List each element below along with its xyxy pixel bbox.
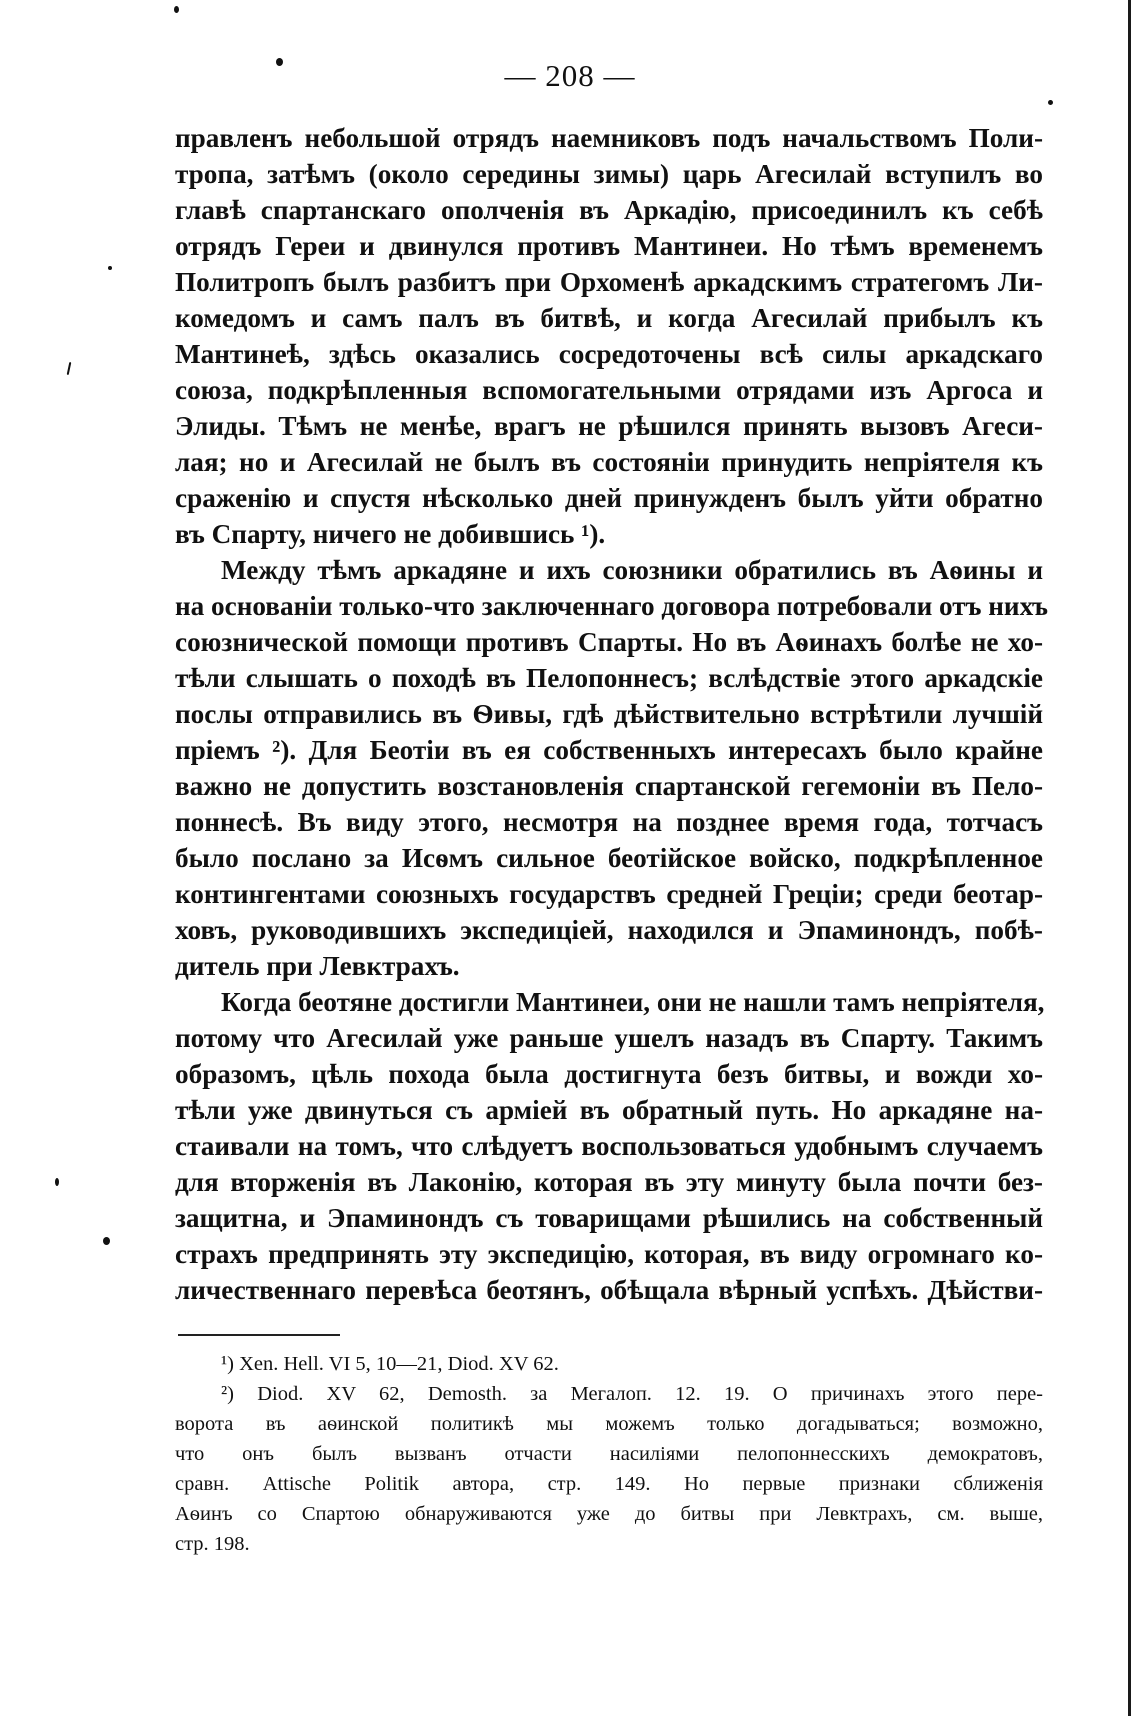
scan-speck xyxy=(67,362,72,375)
text-line: главѣ спартанскаго ополченія въ Аркадію, присоединилъ къ себѣ xyxy=(175,195,1043,225)
footnote-line: стр. 198. xyxy=(175,1533,250,1555)
text-line: сраженію и спустя нѣсколько дней принужденъ былъ уйти обратно xyxy=(175,483,1043,513)
text-line: Когда беотяне достигли Мантинеи, они не нашли тамъ непріятеля, xyxy=(221,987,1045,1017)
text-line: въ Спарту, ничего не добившись ¹). xyxy=(175,519,606,549)
text-line: поннесѣ. Въ виду этого, несмотря на позднее время года, тотчасъ xyxy=(175,807,1043,837)
text-line: потому что Агесилай уже раньше ушелъ назадъ въ Спарту. Такимъ xyxy=(175,1023,1043,1053)
text-line: личественнаго перевѣса беотянъ, обѣщала вѣрный успѣхъ. Дѣйстви- xyxy=(175,1275,1043,1305)
text-line: пріемъ ²). Для Беотіи въ ея собственныхъ интересахъ было крайне xyxy=(175,735,1043,765)
footnote-separator xyxy=(178,1334,340,1336)
text-line: страхъ предпринять эту экспедицію, которая, въ виду огромнаго ко- xyxy=(175,1239,1043,1269)
text-line: для вторженія въ Лаконію, которая въ эту минуту была почти без- xyxy=(175,1167,1043,1197)
footnote-line: Аѳинъ со Спартою обнаруживаются уже до битвы при Левктрахъ, см. выше, xyxy=(175,1503,1043,1525)
text-line: тропа, затѣмъ (около середины зимы) царь Агесилай вступилъ во xyxy=(175,159,1043,189)
footnote-line: ворота въ аѳинской политикѣ мы можемъ только догадываться; возможно, xyxy=(175,1413,1043,1435)
scan-speck xyxy=(1048,100,1053,105)
text-line: на основаніи только-что заключеннаго договора потребовали отъ нихъ xyxy=(175,591,1049,621)
text-line: союза, подкрѣпленныя вспомогательными отрядами изъ Аргоса и xyxy=(175,375,1043,405)
text-line: лая; но и Агесилай не былъ въ состояніи принудить непріятеля къ xyxy=(175,447,1043,477)
scan-speck xyxy=(108,266,112,270)
text-line: образомъ, цѣль похода была достигнута безъ битвы, и вожди хо- xyxy=(175,1059,1043,1089)
text-line: ховъ, руководившихъ экспедиціей, находился и Эпаминондъ, побѣ- xyxy=(175,915,1043,945)
text-line: отрядъ Гереи и двинулся противъ Мантинеи. Но тѣмъ временемъ xyxy=(175,231,1043,261)
paragraph xyxy=(175,984,1043,1308)
text-line: дитель при Левктрахъ. xyxy=(175,951,460,981)
text-line: правленъ небольшой отрядъ наемниковъ подъ начальствомъ Поли- xyxy=(175,123,1043,153)
footnotes xyxy=(175,1349,1043,1559)
text-line: стаивали на томъ, что слѣдуетъ воспользоваться удобнымъ случаемъ xyxy=(175,1131,1043,1161)
footnote-line: что онъ былъ вызванъ отчасти насиліями пелопоннесскихъ демократовъ, xyxy=(175,1443,1043,1465)
text-line: послы отправились въ Ѳивы, гдѣ дѣйствительно встрѣтили лучшій xyxy=(175,699,1043,729)
paragraph xyxy=(175,552,1049,984)
text-line: комедомъ и самъ палъ въ битвѣ, и когда Агесилай прибылъ къ xyxy=(175,303,1043,333)
text-line: контингентами союзныхъ государствъ средней Греціи; среди беотар- xyxy=(175,879,1043,909)
text-line: Мантинеѣ, здѣсь оказались сосредоточены всѣ силы аркадскаго xyxy=(175,339,1043,369)
text-line: важно не допустить возстановленія спартанской гегемоніи въ Пело- xyxy=(175,771,1043,801)
text-line: союзнической помощи противъ Спарты. Но въ Аѳинахъ болѣе не хо- xyxy=(175,627,1043,657)
text-line: Элиды. Тѣмъ не менѣе, врагъ не рѣшился принять вызовъ Агеси- xyxy=(175,411,1043,441)
text-line: Политропъ былъ разбитъ при Орхоменѣ аркадскимъ стратегомъ Ли- xyxy=(175,267,1043,297)
text-line: тѣли слышать о походѣ въ Пелопоннесъ; вслѣдствіе этого аркадскіе xyxy=(175,663,1043,693)
scan-speck xyxy=(174,6,179,13)
page-number: — 208 — xyxy=(504,58,636,93)
paragraph xyxy=(175,120,1043,552)
footnote-line: ²) Diod. XV 62, Demosth. за Мегалоп. 12. 19. О причинахъ этого пере- xyxy=(221,1383,1043,1405)
footnote-line: сравн. Attische Politik автора, стр. 149. Но первые признаки сближенія xyxy=(175,1473,1043,1495)
main-text xyxy=(175,120,1049,1308)
page-edge-rule xyxy=(1128,0,1131,1716)
footnote-line: ¹) Xen. Hell. VI 5, 10—21, Diod. XV 62. xyxy=(221,1353,559,1375)
text-line: Между тѣмъ аркадяне и ихъ союзники обратились въ Аѳины и xyxy=(221,555,1043,585)
text-line: было послано за Исѳмъ сильное беотійское войско, подкрѣпленное xyxy=(175,843,1043,873)
scan-speck xyxy=(55,1178,59,1186)
scan-speck xyxy=(103,1237,110,1245)
text-line: тѣли уже двинуться съ арміей въ обратный путь. Но аркадяне на- xyxy=(175,1095,1043,1125)
text-line: защитна, и Эпаминондъ съ товарищами рѣшились на собственный xyxy=(175,1203,1043,1233)
